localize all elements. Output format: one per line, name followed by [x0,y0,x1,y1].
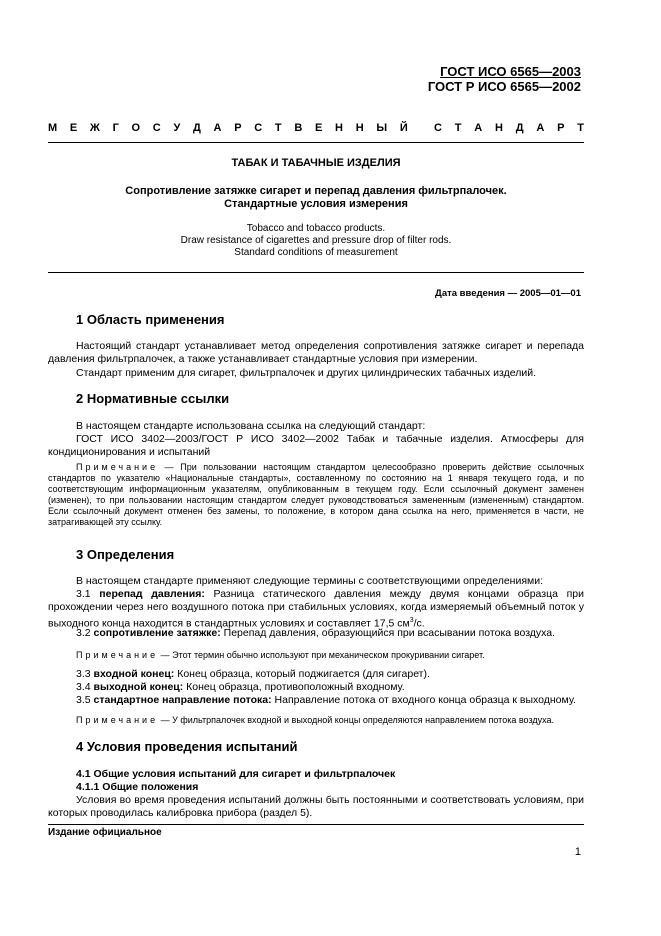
section-2-para-1: В настоящем стандарте использована ссылка на следующий стандарт: [76,420,426,432]
definition-3-5: 3.5 стандартное направление потока: Направление потока от входного конца образца к выходному. [76,694,576,706]
doc-title-main: ТАБАК И ТАБАЧНЫЕ ИЗДЕЛИЯ [231,157,401,169]
section-4-heading: 4 Условия проведения испытаний [76,739,298,754]
note-label: Примечание [76,650,159,660]
section-2-note: Примечание — При пользовании настоящим стандартом целесообразно проверить действие ссылочных стандартов по указателю «Национальные стандарты», составленному по состоянию на 1 января текущего года, и по соответствующим информационным указателям, опубликованным в текущем году. Если ссылочный документ заменен (изменен), то при пользовании настоящим стандартом следует руководствоваться замененным (измененным) стандартом. Если ссылочный документ отменен без замены, то положение, в котором дана ссылка на него, применяется в части, не затрагивающей эту ссылку. [48,462,584,527]
section-3-note-2: Примечание — У фильтрпалочек входной и выходной концы определяются направлением потока воздуха. [76,715,555,725]
banner-interstate-standard [48,122,584,134]
definition-3-2: 3.2 сопротивление затяжке: Перепад давления, образующийся при всасывании потока воздуха. [76,627,556,639]
code-gost-r-iso: ГОСТ Р ИСО 6565—2002 [427,79,581,94]
edition-label: Издание официальное [48,827,162,838]
section-2-para-2: ГОСТ ИСО 3402—2003/ГОСТ Р ИСО 3402—2002 Табак и табачные изделия. Атмосферы для кондиционирования и испытаний [48,433,584,458]
definition-3-4: 3.4 выходной конец: Конец образца, противоположный входному. [76,681,405,693]
subsection-4-1-1: 4.1.1 Общие положения [76,781,199,793]
definition-3-1: 3.1 перепад давления: Разница статического давления между двумя концами образца при прохождении через него воздушного потока при стабильных условиях, когда измеряемый объемный поток у выходного конца находится в стандартных условиях и составляет 17,5 $см^3/с$. [48,588,584,630]
page-number: 1 [574,846,581,858]
code-gost-iso: ГОСТ ИСО 6565—2003 [440,64,581,79]
standard-codes [428,64,581,94]
section-3-heading: 3 Определения [76,547,175,562]
doc-title-en: Tobacco and tobacco products. Draw resistance of cigarettes and pressure drop of filter rods. Standard conditions of measurement [180,223,452,258]
banner-left-letters: М Е Ж Г О С У Д А Р С Т В Е Н Н Ы Й [48,122,408,134]
intro-date: Дата введения — 2005—01—01 [435,288,581,299]
section-3-note-1: Примечание — Этот термин обычно используют при механическом прокуривании сигарет. [76,650,485,660]
definition-3-3: 3.3 входной конец: Конец образца, который поджигается (для сигарет). [76,668,430,680]
section-2-heading: 2 Нормативные ссылки [76,391,230,406]
footer-rule [48,824,584,825]
title-rule [48,272,584,273]
section-3-para-1: В настоящем стандарте применяют следующие термины с соответствующими определениями: [76,575,544,587]
section-4-para-1: Условия во время проведения испытаний должны быть постоянными и соответствовать условиям, при которых проводилась калибровка прибора (раздел 5). [48,794,584,819]
doc-title-ru: Сопротивление затяжке сигарет и перепад давления фильтрпалочек. Стандартные условия измерения [125,185,507,210]
note-label: Примечание [76,715,159,725]
section-1-para-2: Стандарт применим для сигарет, фильтрпалочек и других цилиндрических табачных изделий. [76,367,536,379]
top-rule [48,142,584,143]
note-label: Примечание [76,462,159,472]
subsection-4-1: 4.1 Общие условия испытаний для сигарет и фильтрпалочек [76,768,396,780]
banner-right-letters: С Т А Н Д А Р Т [434,122,584,134]
section-1-heading: 1 Область применения [76,312,225,327]
section-1-para-1: Настоящий стандарт устанавливает метод определения сопротивления затяжке сигарет и перепада давления фильтрпалочек, а также устанавливает стандартные условия при измерении. [48,340,584,365]
